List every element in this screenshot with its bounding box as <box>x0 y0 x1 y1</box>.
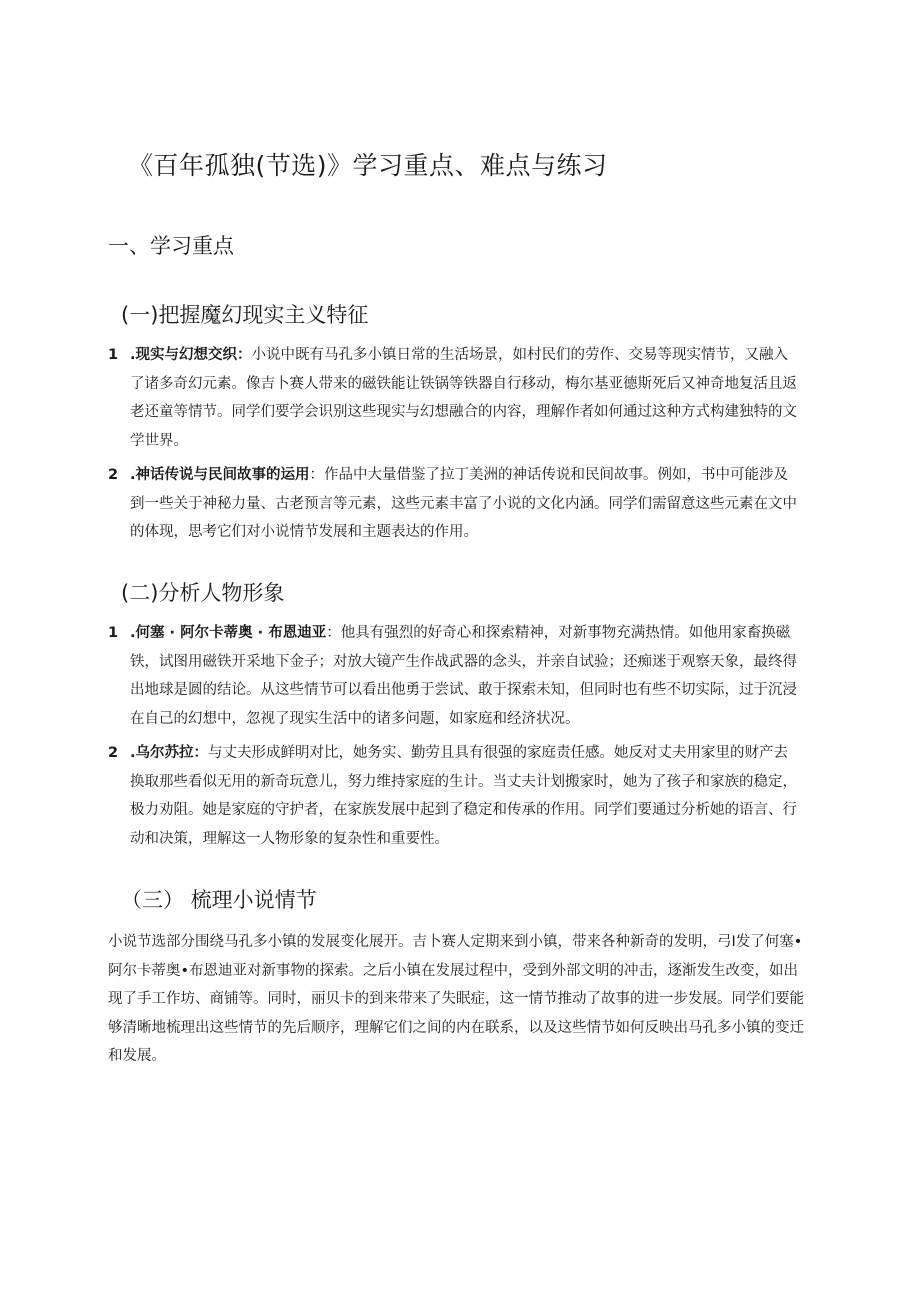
subsection-heading-plot: （三） 梳理小说情节 <box>121 888 317 912</box>
subsection-heading-characters: (二)分析人物形象 <box>121 581 285 605</box>
item-text: 与丈夫形成鲜明对比，她务实、勤劳且具有很强的家庭责任感。她反对丈夫用家里的财产去换取那些看似无用的新奇玩意儿，努力维持家庭的生计。当丈夫计划搬家时，她为了孩子和家族的稳定，极力劝阻。她是家庭的守护者，在家族发展中起到了稳定和传承的作用。同学们要通过分析她的语言、行动和决策，理解这一人物形象的复杂性和重要性。 <box>130 745 797 847</box>
plot-paragraph: 小说节选部分围绕马孔多小镇的发展变化展开。吉卜赛人定期来到小镇，带来各种新奇的发明，弓I发了何塞•阿尔卡蒂奥•布恩迪亚对新事物的探索。之后小镇在发展过程中，受到外部文明的冲击，逐渐发生改变，如出现了手工作坊、商铺等。同时，丽贝卡的到来带来了失眠症，这一情节推动了故事的进一步发展。同学们要能够清晰地梳理出这些情节的先后顺序，理解它们之间的内在联系，以及这些情节如何反映出马孔多小镇的变迁和发展。 <box>108 934 804 1064</box>
item-number: 1 <box>108 347 119 363</box>
item-body <box>130 461 800 547</box>
item-body <box>130 341 800 455</box>
item-lead: .神话传说与民间故事的运用 <box>130 467 310 483</box>
item-lead: .乌尔苏拉： <box>130 745 209 761</box>
list-item <box>108 619 800 733</box>
item-body <box>130 739 800 853</box>
item-number: 2 <box>108 745 119 761</box>
section-heading-study-focus: 一、学习重点 <box>108 234 234 258</box>
item-text: ：作品中大量借鉴了拉丁美洲的神话传说和民间故事。例如，书中可能涉及到一些关于神秘力量、古老预言等元素，这些元素丰富了小说的文化内涵。同学们需留意这些元素在文中的体现，思考它们对小说情节发展和主题表达的作用。 <box>130 467 797 540</box>
document-title: 《百年孤独(节选)》学习重点、难点与练习 <box>128 151 608 180</box>
list-item <box>108 461 800 547</box>
item-lead: .何塞 · 阿尔卡蒂奥 · 布恩迪亚 <box>130 625 327 641</box>
item-text: ：他具有强烈的好奇心和探索精神，对新事物充满热情。如他用家畜换磁铁，试图用磁铁开采地下金子；对放大镜产生作战武器的念头，并亲自试验；还痴迷于观察天象，最终得出地球是圆的结论。从这些情节可以看出他勇于尝试、敢于探索未知，但同时也有些不切实际，过于沉浸在自己的幻想中，忽视了现实生活中的诸多问题，如家庭和经济状况。 <box>130 625 797 727</box>
list-item <box>108 341 800 455</box>
item-number: 1 <box>108 625 119 641</box>
item-lead: .现实与幻想交织： <box>130 347 252 363</box>
item-text: 小说中既有马孔多小镇日常的生活场景，如村民们的劳作、交易等现实情节，又融入了诸多奇幻元素。像吉卜赛人带来的磁铁能让铁锅等铁器自行移动，梅尔基亚德斯死后又神奇地复活且返老还童等情节。同学们要学会识别这些现实与幻想融合的内容，理解作者如何通过这种方式构建独特的文学世界。 <box>130 347 797 449</box>
subsection-heading-magic-realism: (一)把握魔幻现实主义特征 <box>121 303 369 327</box>
item-body <box>130 619 800 733</box>
item-number: 2 <box>108 467 119 483</box>
list-item <box>108 739 800 853</box>
